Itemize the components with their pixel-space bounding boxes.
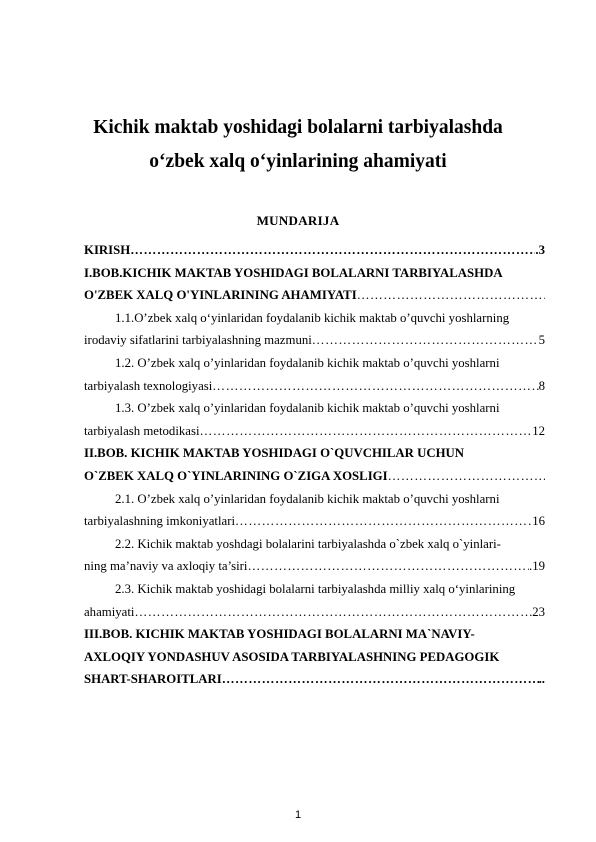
toc-entry-text: tarbiyalashning imkoniyatlari bbox=[84, 514, 236, 529]
toc-page-number: 16 bbox=[532, 514, 545, 529]
toc-section-1-3-line-1: 1.3. O’zbek xalq o’yinlaridan foydalanib kichik maktab o’quvchi yoshlarni bbox=[115, 401, 500, 416]
toc-entry-text: tarbiyalash metodikasi bbox=[84, 423, 200, 438]
toc-page-number: 8 bbox=[538, 378, 545, 393]
document-title-line-1: Kichik maktab yoshidagi bolalarni tarbiyalashda bbox=[93, 117, 503, 138]
toc-page-number: 23 bbox=[532, 604, 545, 619]
toc-chapter-1-line-2 bbox=[84, 284, 545, 307]
page-number: 1 bbox=[294, 809, 302, 821]
leader-dots bbox=[312, 329, 539, 352]
toc-chapter-3-line-2: AXLOQIY YONDASHUV ASOSIDA TARBIYALASHNING PEDAGOGIK bbox=[84, 649, 500, 664]
leader-dots bbox=[222, 668, 539, 691]
leader-dots bbox=[247, 555, 529, 578]
leader-dots bbox=[200, 420, 533, 443]
toc-section-2-1-line-1: 2.1. O’zbek xalq o’yinlaridan foydalanib kichik maktab o’quvchi yoshlarni bbox=[115, 491, 500, 506]
leader-dots bbox=[212, 375, 538, 398]
leader-dots bbox=[130, 239, 535, 262]
toc-page-number: 12 bbox=[532, 423, 545, 438]
toc-entry-text: SHART-SHAROITLARI bbox=[84, 672, 222, 687]
toc-section-1-2-line-1: 1.2. O’zbek xalq o’yinlaridan foydalanib kichik maktab o’quvchi yoshlarni bbox=[115, 355, 500, 370]
toc-entry-text: ning ma’naviy va axloqiy ta’siri bbox=[84, 559, 248, 574]
toc-entry-text: ahamiyati bbox=[84, 604, 135, 619]
toc-section-1-2-line-2 bbox=[84, 375, 545, 398]
toc-section-1-1-line-1: 1.1.O’zbek xalq o‘yinlaridan foydalanib kichik maktab o’quvchi yoshlarning bbox=[115, 310, 510, 325]
toc-entry-text: O`ZBEK XALQ O`YINLARINING O`ZIGA XOSLIGI bbox=[84, 468, 388, 483]
toc-entry-text: O'ZBEK XALQ O'YINLARINING AHAMIYATI bbox=[84, 288, 357, 303]
table-of-contents bbox=[84, 239, 545, 691]
toc-section-2-3-line-1: 2.3. Kichik maktab yoshidagi bolalarni tarbiyalashda milliy xalq o‘yinlarining bbox=[115, 581, 516, 596]
toc-entry-text: KIRISH bbox=[84, 243, 131, 257]
document-title-line-2: o‘zbek xalq o‘yinlarining ahamiyati bbox=[149, 151, 447, 172]
leader-dots bbox=[134, 601, 532, 624]
toc-entry-text: irodaviy sifatlarini tarbiyalashning mazmuni bbox=[84, 333, 312, 348]
toc-page-number: 5 bbox=[538, 333, 545, 348]
toc-section-1-3-line-2 bbox=[84, 420, 545, 443]
toc-entry-text: tarbiyalash texnologiyasi bbox=[84, 378, 213, 393]
contents-heading: MUNDARIJA bbox=[256, 213, 340, 228]
toc-entry-kirish bbox=[84, 239, 545, 262]
toc-chapter-2-line-1: II.BOB. KICHIK MAKTAB YOSHIDAGI O`QUVCHILAR UCHUN bbox=[84, 446, 465, 461]
toc-chapter-1-line-1: I.BOB.KICHIK MAKTAB YOSHIDAGI BOLALARNI TARBIYALASHDA bbox=[84, 265, 503, 280]
toc-chapter-3-line-3 bbox=[84, 668, 545, 691]
toc-chapter-3-line-1: III.BOB. KICHIK MAKTAB YOSHIDAGI BOLALARNI MA`NAVIY- bbox=[84, 627, 475, 642]
toc-section-2-1-line-2 bbox=[84, 510, 545, 533]
toc-section-1-1-line-2 bbox=[84, 329, 545, 352]
toc-page-number: .19 bbox=[529, 559, 545, 574]
toc-section-2-2-line-2 bbox=[84, 555, 545, 578]
toc-page-number: .3 bbox=[535, 243, 545, 257]
toc-page-number: .. bbox=[538, 672, 545, 687]
toc-section-2-3-line-2 bbox=[84, 601, 545, 624]
leader-dots bbox=[388, 465, 545, 488]
leader-dots bbox=[235, 510, 532, 533]
toc-section-2-2-line-1: 2.2. Kichik maktab yoshdagi bolalarini tarbiyalashda o`zbek xalq o`yinlari- bbox=[115, 536, 501, 551]
toc-chapter-2-line-2 bbox=[84, 465, 545, 488]
leader-dots bbox=[357, 284, 545, 307]
